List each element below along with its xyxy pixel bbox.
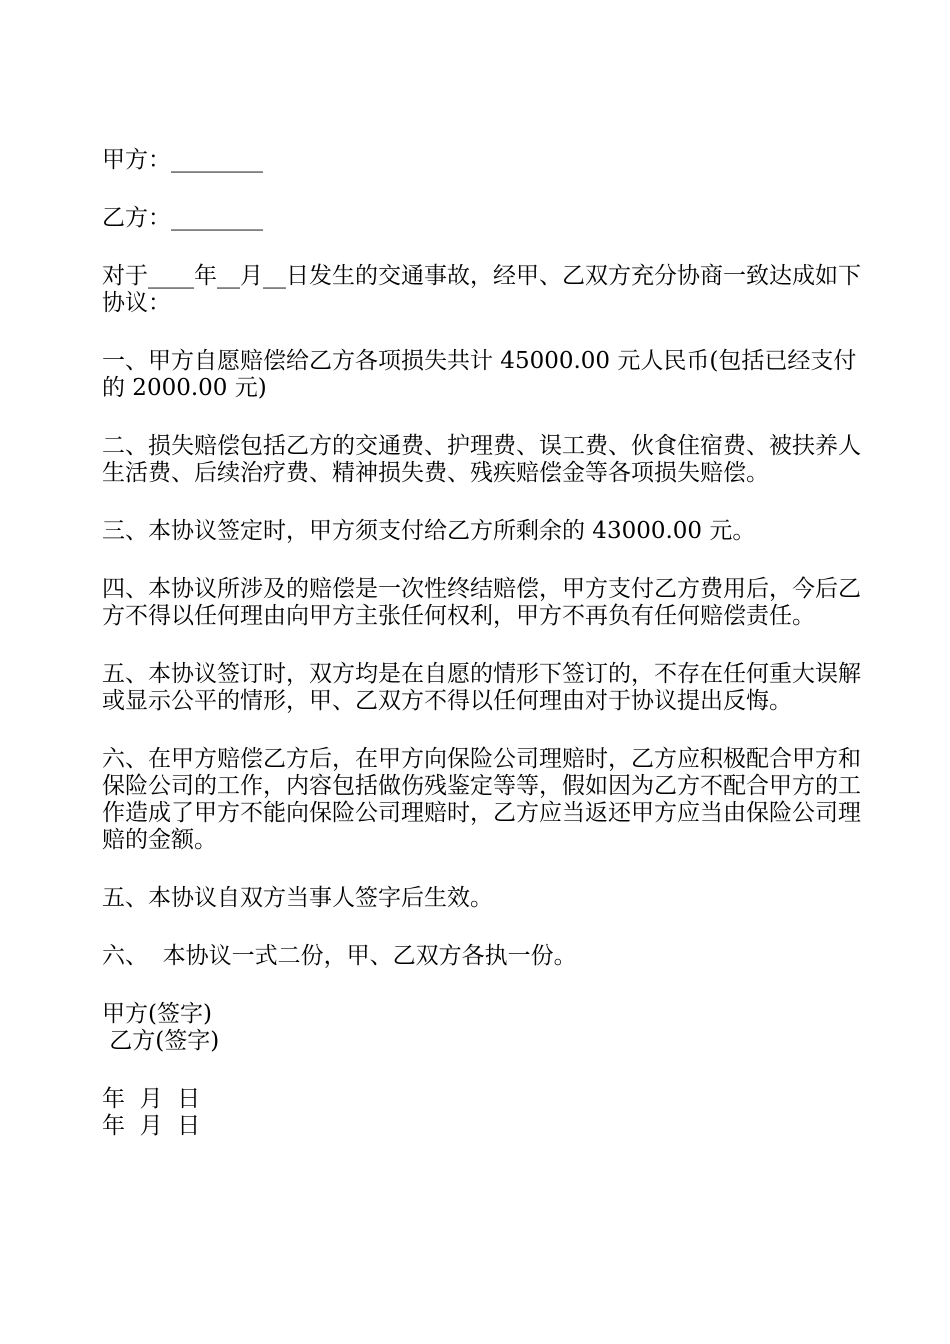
party-a-signature-label: 甲方(签字): [102, 1001, 212, 1027]
agreement-intro: 对于____年__月__日发生的交通事故，经甲、乙双方充分协商一致达成如下协议：: [102, 263, 861, 316]
clause-1: 一、甲方自愿赔偿给乙方各项损失共计 45000.00 元人民币(包括已经支付的 2000.00 元): [102, 348, 857, 401]
clause-2: 二、损失赔偿包括乙方的交通费、护理费、误工费、伙食住宿费、被扶养人生活费、后续治疗费、精神损失费、残疾赔偿金等各项损失赔偿。: [102, 433, 861, 486]
party-b-line: 乙方：________: [102, 205, 263, 231]
clause-4: 四、本协议所涉及的赔偿是一次性终结赔偿，甲方支付乙方费用后，今后乙方不得以任何理由向甲方主张任何权利，甲方不再负有任何赔偿责任。: [102, 576, 861, 629]
clause-3: 三、本协议签定时，甲方须支付给乙方所剩余的 43000.00 元。: [102, 518, 756, 544]
clause-7: 五、本协议自双方当事人签字后生效。: [102, 885, 493, 911]
clause-6: 六、在甲方赔偿乙方后，在甲方向保险公司理赔时，乙方应积极配合甲方和保险公司的工作，内容包括做伤残鉴定等等，假如因为乙方不配合甲方的工作造成了甲方不能向保险公司理赔时，乙方应当返还甲方应当由保险公司理赔的金额。: [102, 746, 861, 853]
party-b-signature-label: 乙方(签字): [102, 1028, 220, 1054]
party-a-date: 年 月 日: [102, 1086, 201, 1112]
clause-8: 六、 本协议一式二份，甲、乙双方各执一份。: [102, 943, 577, 969]
document-body: [102, 147, 862, 1171]
clause-5: 五、本协议签订时，双方均是在自愿的情形下签订的，不存在任何重大误解或显示公平的情形，甲、乙双方不得以任何理由对于协议提出反悔。: [102, 661, 861, 714]
party-a-line: 甲方：________: [102, 147, 263, 173]
date-block: [102, 1086, 862, 1140]
signature-block: [102, 1001, 862, 1055]
party-b-date: 年 月 日: [102, 1113, 201, 1139]
